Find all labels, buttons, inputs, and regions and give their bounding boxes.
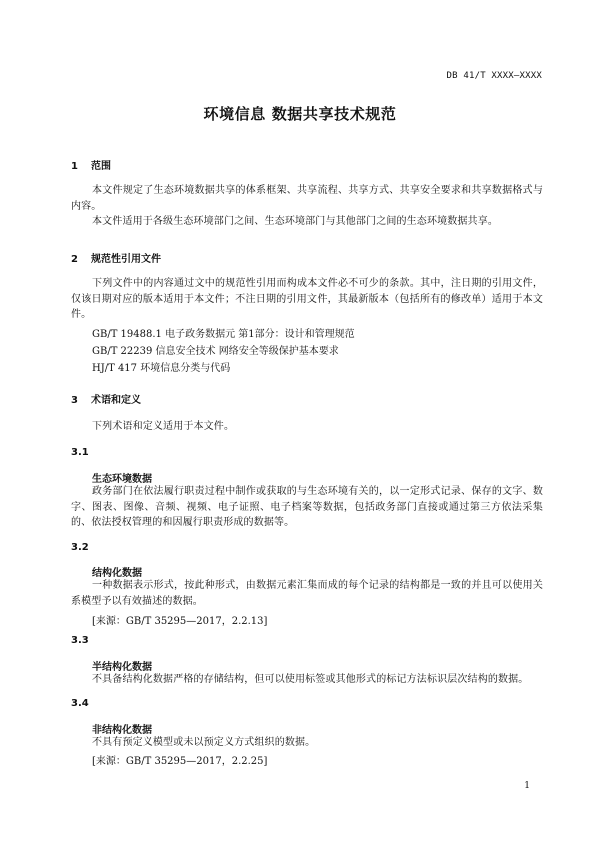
reference-item-1: GB/T 19488.1 电子政务数据元 第1部分：设计和管理规范 xyxy=(92,329,355,340)
term-source: [来源：GB/T 35295—2017，2.2.13] xyxy=(92,616,268,627)
term-definition: 不具有预定义模型或未以预定义方式组织的数据。 xyxy=(92,737,316,748)
section-3-title: 术语和定义 xyxy=(91,395,141,406)
term-source: [来源：GB/T 35295—2017，2.2.25] xyxy=(92,756,268,767)
section-3-heading xyxy=(71,391,141,406)
term-name: 生态环境数据 xyxy=(92,474,152,485)
section-3-number: 3 xyxy=(71,395,78,406)
term-number: 3.4 xyxy=(71,698,89,709)
section-1-paragraph-1: 本文件规定了生态环境数据共享的体系框架、共享流程、共享方式、共享安全要求和共享数据格式与内容。 xyxy=(71,185,543,212)
term-number: 3.1 xyxy=(71,447,89,458)
term-name: 非结构化数据 xyxy=(92,725,152,736)
term-definition: 政务部门在依法履行职责过程中制作或获取的与生态环境有关的，以一定形式记录、保存的文字、数字、图表、图像、音频、视频、电子证照、电子档案等数据，包括政务部门直接或通过第三方依法采集的、依法授权管理的和因履行职责形成的数据等。 xyxy=(71,486,543,528)
reference-item-2: GB/T 22239 信息安全技术 网络安全等级保护基本要求 xyxy=(92,346,339,357)
term-number: 3.2 xyxy=(71,542,89,553)
page-number: 1 xyxy=(524,781,530,791)
section-3-intro: 下列术语和定义适用于本文件。 xyxy=(92,421,235,432)
term-definition: 一种数据表示形式，按此种形式，由数据元素汇集而成的每个记录的结构都是一致的并且可以使用关系模型予以有效描述的数据。 xyxy=(71,580,543,607)
section-2-number: 2 xyxy=(71,254,78,265)
term-definition: 不具备结构化数据严格的存储结构，但可以使用标签或其他形式的标记方法标识层次结构的数据。 xyxy=(92,674,529,685)
section-1-title: 范围 xyxy=(91,161,111,172)
term-name: 半结构化数据 xyxy=(92,662,152,673)
section-1-number: 1 xyxy=(71,161,78,172)
section-2-heading xyxy=(71,250,161,265)
document-title: 环境信息 数据共享技术规范 xyxy=(203,105,397,123)
section-1-heading xyxy=(71,157,111,172)
section-2-title: 规范性引用文件 xyxy=(91,254,161,265)
document-code: DB 41/T XXXX—XXXX xyxy=(446,71,542,81)
reference-item-3: HJ/T 417 环境信息分类与代码 xyxy=(92,363,231,374)
term-name: 结构化数据 xyxy=(92,568,142,579)
section-2-intro: 下列文件中的内容通过文中的规范性引用而构成本文件必不可少的条款。其中，注日期的引用文件，仅该日期对应的版本适用于本文件；不注日期的引用文件，其最新版本（包括所有的修改单）适用于本文件。 xyxy=(71,278,543,320)
section-1-paragraph-2: 本文件适用于各级生态环境部门之间、生态环境部门与其他部门之间的生态环境数据共享。 xyxy=(92,216,498,227)
term-number: 3.3 xyxy=(71,635,89,646)
